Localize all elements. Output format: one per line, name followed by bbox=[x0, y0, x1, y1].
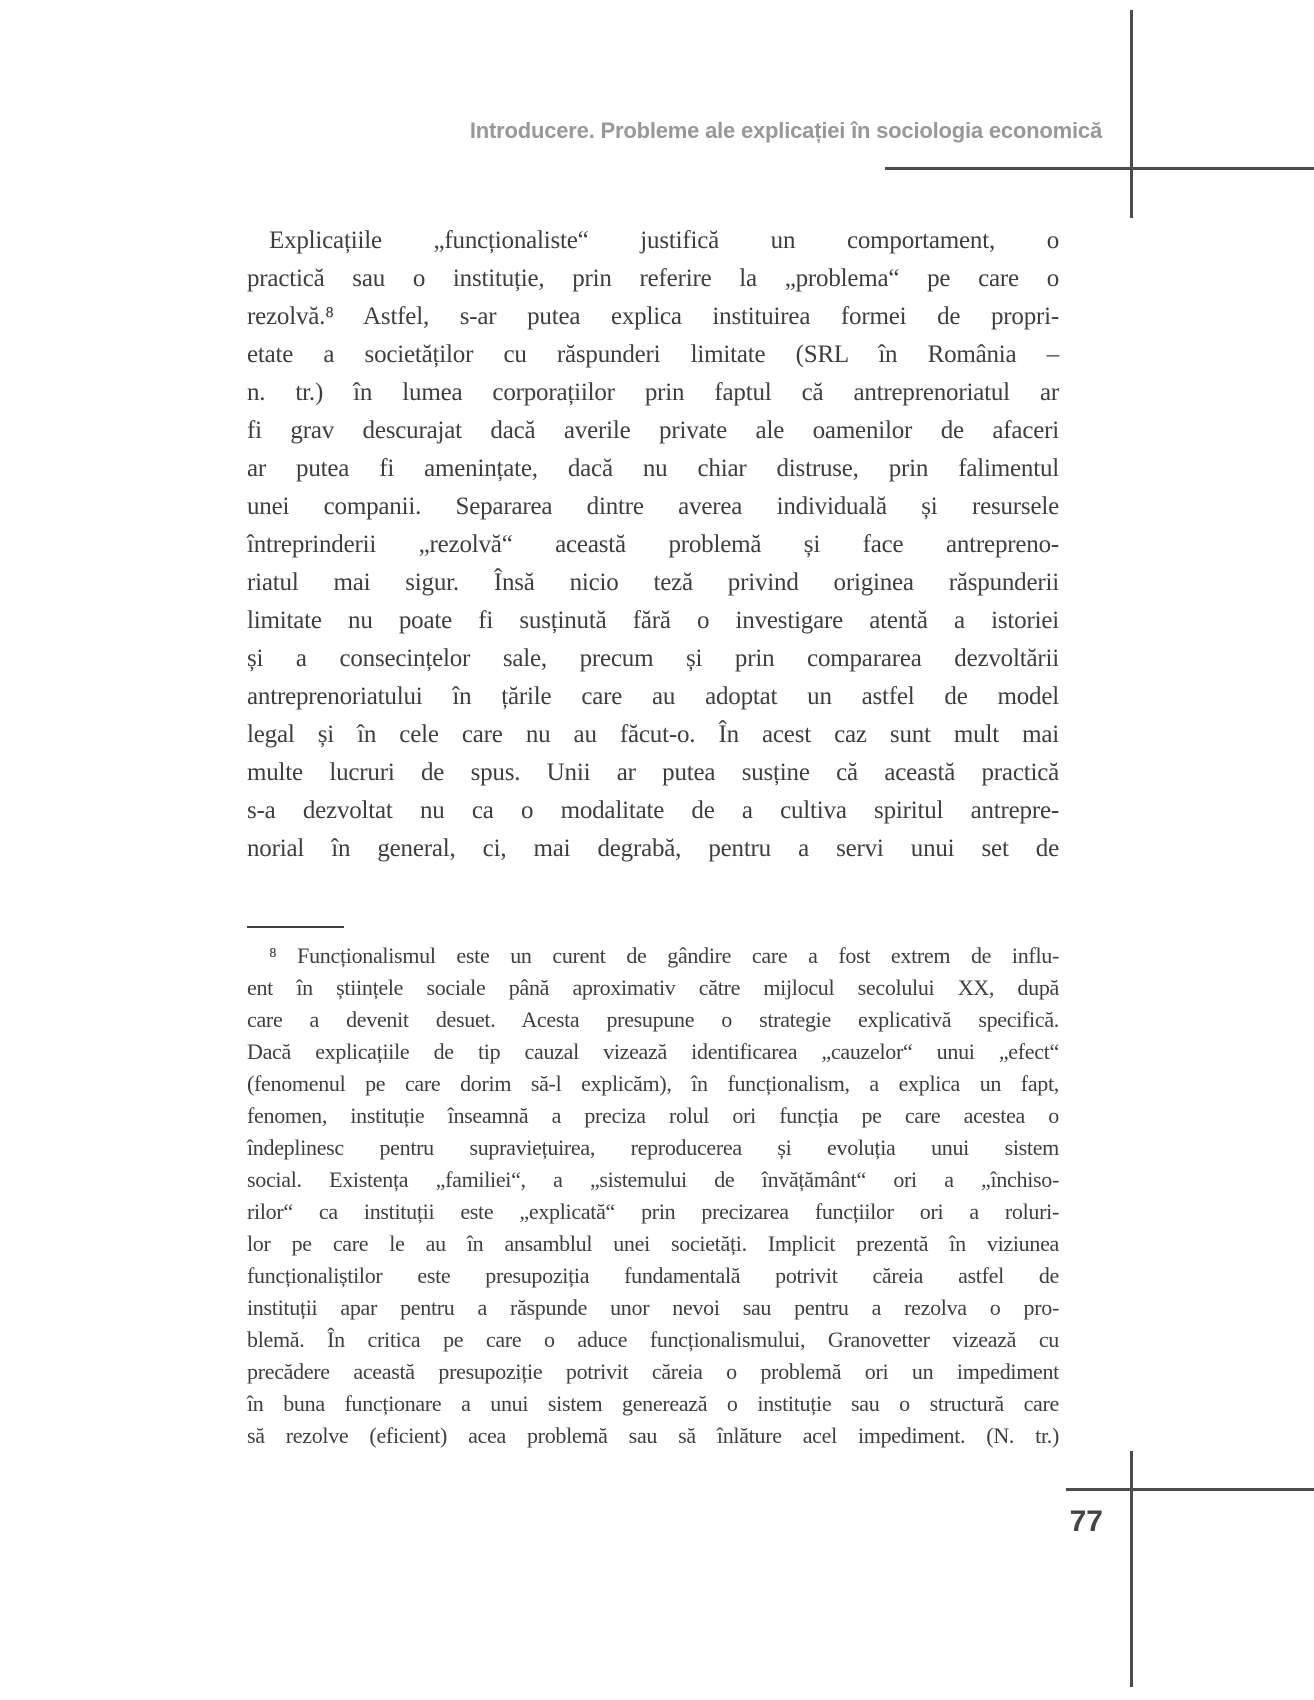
text-line: etate a societăților cu răspunderi limitate (SRL în România – bbox=[247, 341, 1059, 368]
footnote-separator-rule bbox=[247, 926, 344, 928]
footnote-line: care a devenit desuet. Acesta presupune o strategie explicativă specifică. bbox=[247, 1007, 1059, 1032]
running-header-title: Introducere. Probleme ale explicației în sociologia economică bbox=[469, 118, 1102, 143]
text-line: n. tr.) în lumea corporațiilor prin faptul că antreprenoriatul ar bbox=[247, 379, 1059, 406]
footnote-line: precădere această presupoziție potrivit căreia o problemă ori un impediment bbox=[247, 1359, 1059, 1384]
footnote-line: social. Existența „familiei“, a „sistemului de învățământ“ ori a „închiso- bbox=[247, 1167, 1059, 1192]
text-line: legal și în cele care nu au făcut-o. În acest caz sunt mult mai bbox=[247, 721, 1059, 748]
text-line: antreprenoriatului în țările care au adoptat un astfel de model bbox=[247, 683, 1059, 710]
footnote-line: în buna funcționare a unui sistem generează o instituție sau o structură care bbox=[247, 1391, 1059, 1416]
footnote-line: blemă. În critica pe care o aduce funcționalismului, Granovetter vizează cu bbox=[247, 1327, 1059, 1352]
top-horizontal-rule bbox=[885, 167, 1314, 170]
footnote-line: instituții apar pentru a răspunde unor nevoi sau pentru a rezolva o pro- bbox=[247, 1295, 1059, 1320]
footnote-line: Dacă explicațiile de tip cauzal vizează identificarea „cauzelor“ unui „efect“ bbox=[247, 1039, 1059, 1064]
text-line: întreprinderii „rezolvă“ această problemă și face antrepreno- bbox=[247, 531, 1059, 558]
footnote-line: rilor“ ca instituții este „explicată“ prin precizarea funcțiilor ori a roluri- bbox=[247, 1199, 1059, 1224]
text-line: rezolvă.⁸ Astfel, s-ar putea explica instituirea formei de propri- bbox=[247, 303, 1059, 330]
text-line: Explicațiile „funcționaliste“ justifică un comportament, o bbox=[269, 227, 1059, 254]
top-vertical-rule bbox=[1130, 10, 1133, 218]
text-line: norial în general, ci, mai degrabă, pentru a servi unui set de bbox=[247, 835, 1059, 862]
footnote-line: (fenomenul pe care dorim să-l explicăm), în funcționalism, a explica un fapt, bbox=[247, 1071, 1059, 1096]
footnote-line: ent în științele sociale până aproximativ către mijlocul secolului XX, după bbox=[247, 975, 1059, 1000]
footnote-line: să rezolve (eficient) acea problemă sau să înlăture acel impediment. (N. tr.) bbox=[247, 1423, 1059, 1448]
footnote-line: fenomen, instituție înseamnă a preciza rolul ori funcția pe care acestea o bbox=[247, 1103, 1059, 1128]
footnote-line: funcționaliștilor este presupoziția fundamentală potrivit căreia astfel de bbox=[247, 1263, 1059, 1288]
page-number: 77 bbox=[1069, 1505, 1103, 1538]
text-line: riatul mai sigur. Însă nicio teză privind originea răspunderii bbox=[247, 569, 1059, 596]
text-line: unei companii. Separarea dintre averea individuală și resursele bbox=[247, 493, 1059, 520]
footnote-line: ⁸ Funcționalismul este un curent de gândire care a fost extrem de influ- bbox=[269, 943, 1059, 968]
text-line: multe lucruri de spus. Unii ar putea susține că această practică bbox=[247, 759, 1059, 786]
text-line: și a consecințelor sale, precum și prin compararea dezvoltării bbox=[247, 645, 1059, 672]
bottom-horizontal-rule bbox=[1066, 1488, 1314, 1491]
text-line: practică sau o instituție, prin referire la „problema“ pe care o bbox=[247, 265, 1059, 292]
text-line: ar putea fi amenințate, dacă nu chiar distruse, prin falimentul bbox=[247, 455, 1059, 482]
footnote-text bbox=[247, 940, 1059, 1452]
text-line: fi grav descurajat dacă averile private ale oamenilor de afaceri bbox=[247, 417, 1059, 444]
text-line: s-a dezvoltat nu ca o modalitate de a cultiva spiritul antrepre- bbox=[247, 797, 1059, 824]
main-text-paragraph bbox=[247, 222, 1059, 868]
footnote-line: îndeplinesc pentru supraviețuirea, reproducerea și evoluția unui sistem bbox=[247, 1135, 1059, 1160]
bottom-vertical-rule bbox=[1130, 1451, 1133, 1687]
text-line: limitate nu poate fi susținută fără o investigare atentă a istoriei bbox=[247, 607, 1059, 634]
footnote-line: lor pe care le au în ansamblul unei societăți. Implicit prezentă în viziunea bbox=[247, 1231, 1059, 1256]
